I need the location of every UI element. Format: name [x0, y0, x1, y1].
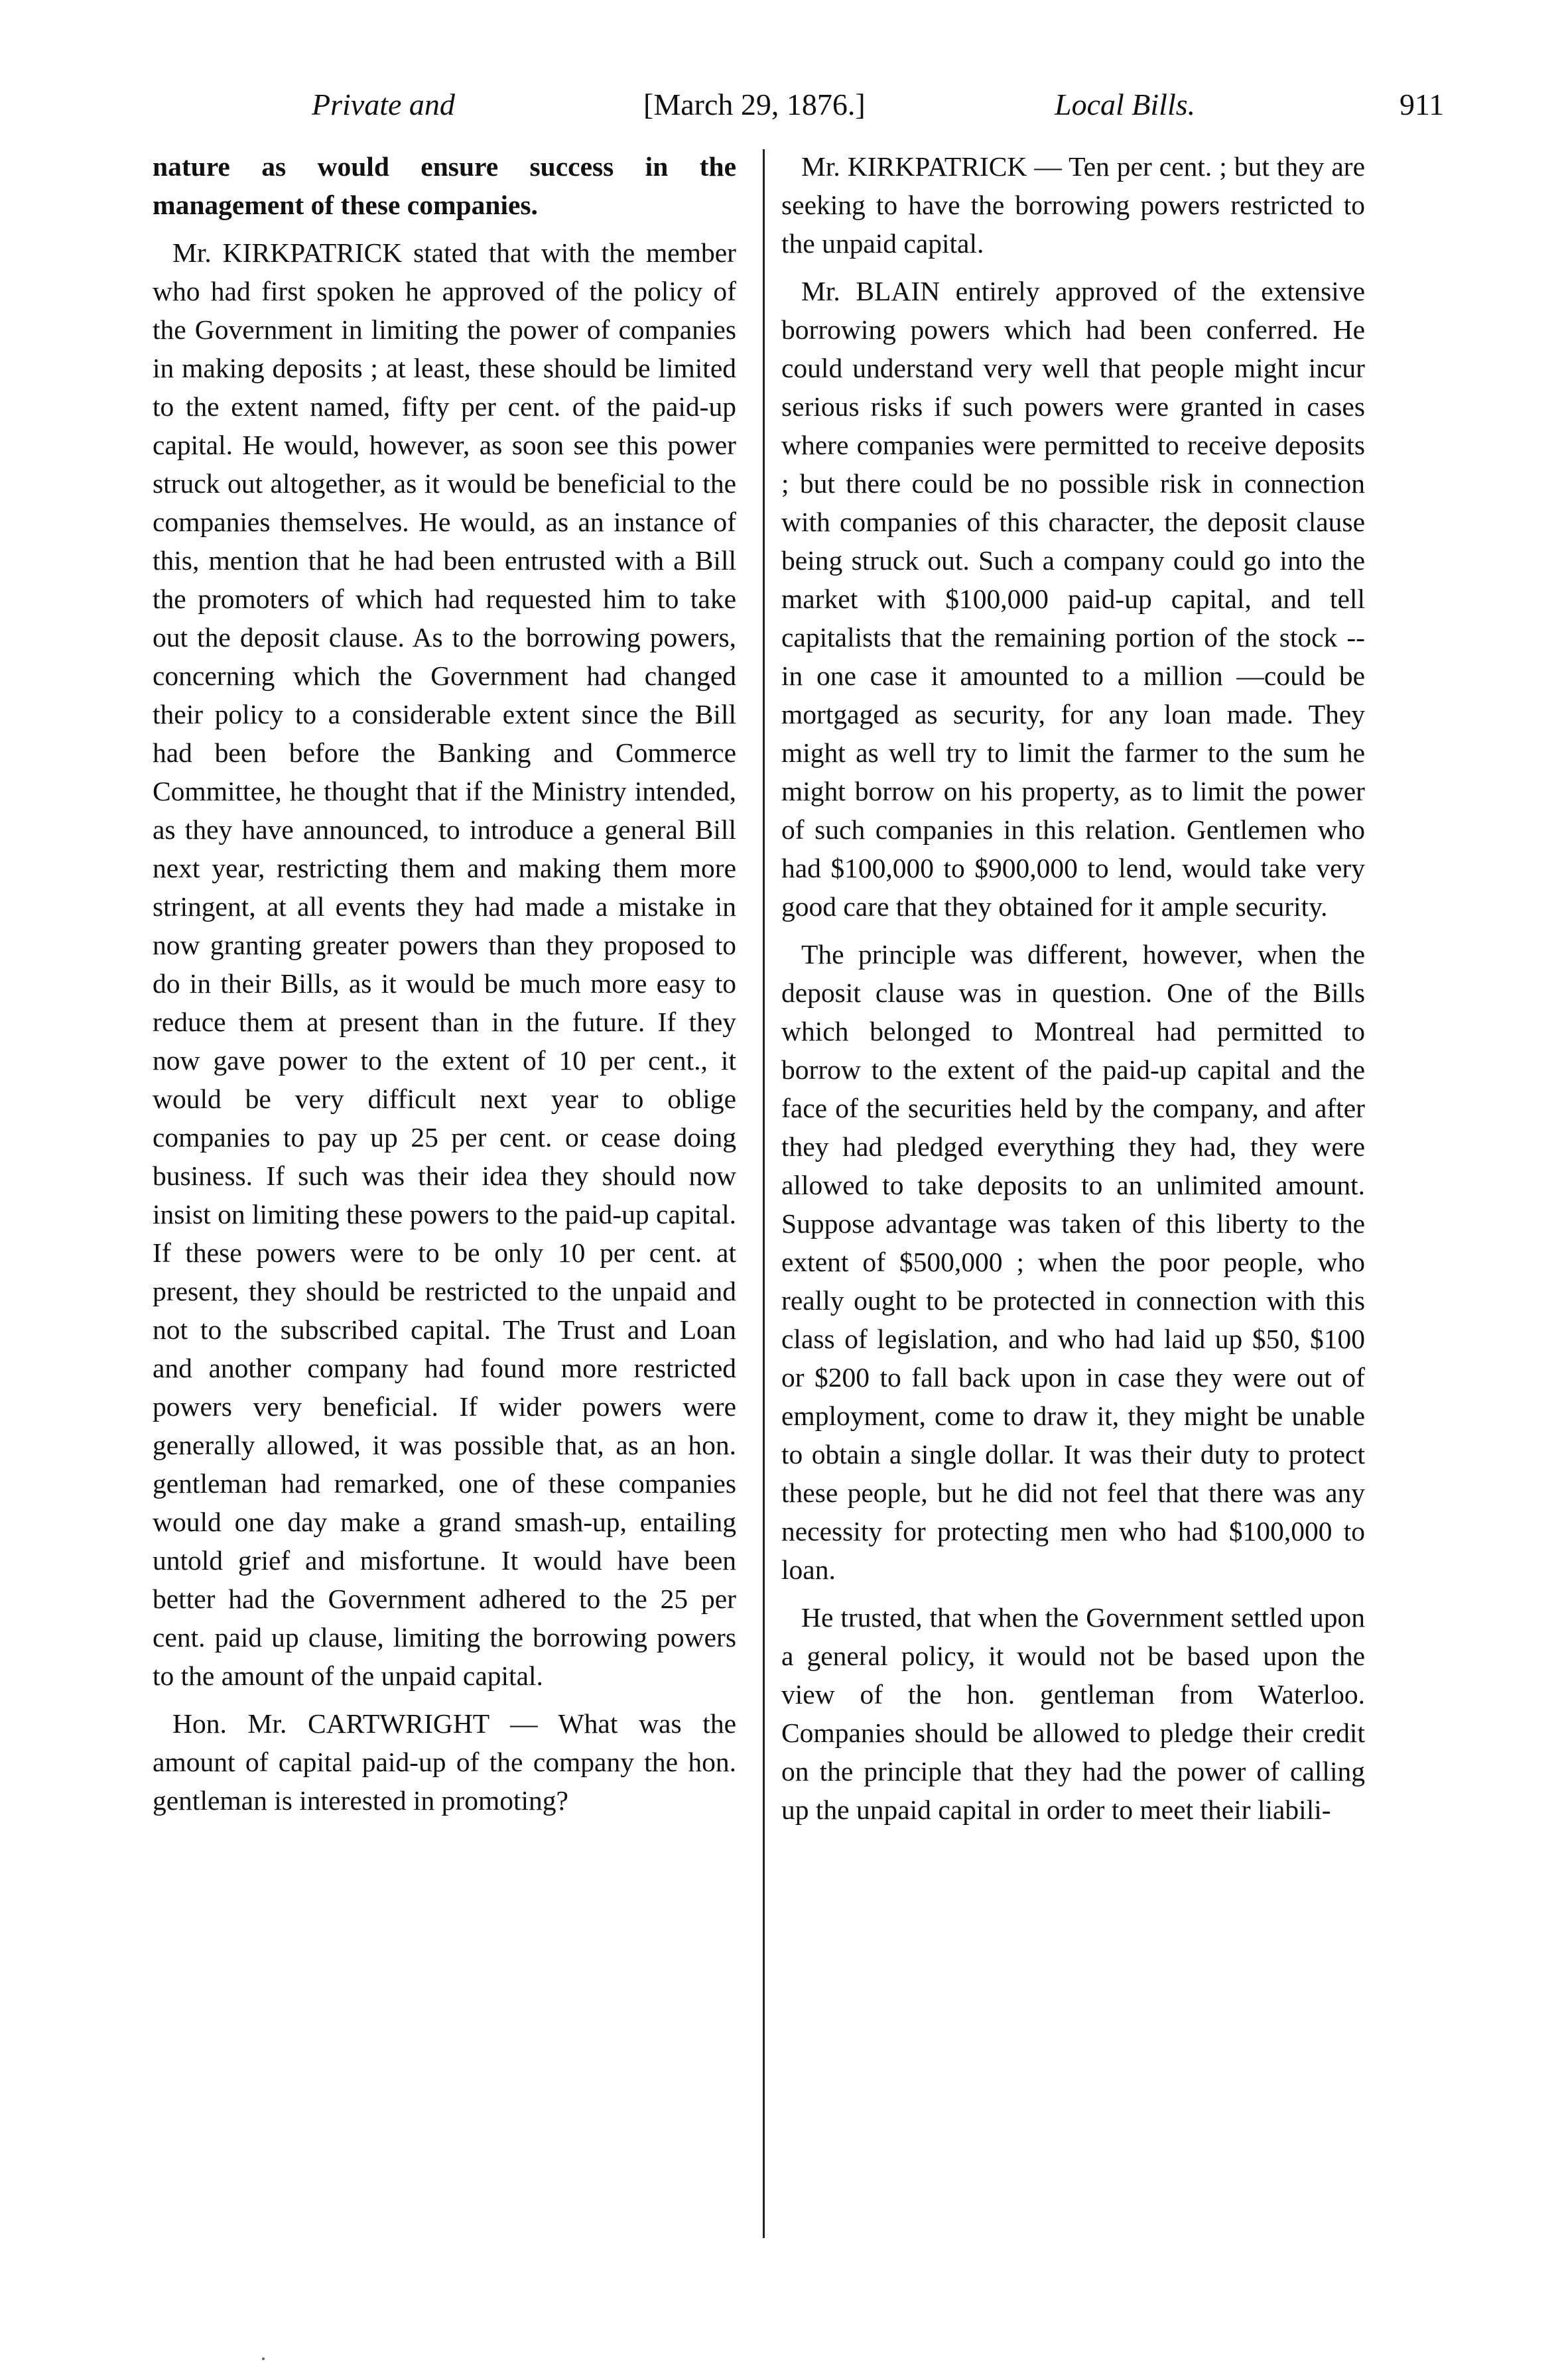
header-left-title: Private and — [312, 88, 455, 121]
paragraph: Mr. BLAIN entirely approved of the extensive borrowing powers which had been conferred. He could understand very well that people might incur serious risks if such powers were granted in cases where companies were permitted to receive deposits ; but there could be no possible risk in connection with companies of this character, the deposit clause being struck out. Such a company could go into the market with $100,000 paid-up capital, and tell capitalists that the remaining portion of the stock --in one case it amounted to a million —could be mortgaged as security, for any loan made. They might as well try to limit the farmer to the sum he might borrow on his property, as to limit the power of such companies in this relation. Gentlemen who had $100,000 to $900,000 to lend, would take very good care that they obtained for it ample security. — [781, 276, 1365, 922]
paragraph: He trusted, that when the Government settled upon a general policy, it would not be based upon the view of the hon. gentleman from Waterloo. Companies should be allowed to pledge their credit on the principle that they had the power of calling up the unpaid capital in order to meet their liabili- — [781, 1602, 1365, 1825]
page-header — [153, 78, 1445, 131]
column-divider — [763, 149, 765, 2238]
paragraph: The principle was different, however, when the deposit clause was in question. One of the Bills which belonged to Montreal had permitted to borrow to the extent of the paid-up capital and the face of the securities held by the company, and after they had pledged everything they had, they were allowed to take deposits to an unlimited amount. Suppose advantage was taken of this liberty to the extent of $500,000 ; when the poor people, who really ought to be protected in connection with this class of legislation, and who had laid up $50, $100 or $200 to fall back upon in case they were out of employment, come to draw it, they might be unable to obtain a single dollar. It was their duty to protect these people, but he did not feel that there was any necessity for protecting men who had $100,000 to loan. — [781, 939, 1365, 1585]
header-right-title: Local Bills. — [1055, 88, 1196, 121]
print-speck — [262, 2357, 265, 2360]
paragraph: nature as would ensure success in the management of these companies. — [153, 151, 736, 220]
paragraph: Mr. KIRKPATRICK stated that with the member who had first spoken he approved of the policy of the Government in limiting the power of companies in making deposits ; at least, these should be limited to the extent named, fifty per cent. of the paid-up capital. He would, however, as soon see this power struck out altogether, as it would be beneficial to the companies themselves. He would, as an instance of this, mention that he had been entrusted with a Bill the promoters of which had requested him to take out the deposit clause. As to the borrowing powers, concerning which the Government had changed their policy to a considerable extent since the Bill had been before the Banking and Commerce Committee, he thought that if the Ministry intended, as they have announced, to introduce a general Bill next year, restricting them and making them more stringent, at all events they had made a mistake in now granting greater powers than they proposed to do in their Bills, as it would be much more easy to reduce them at present than in the future. If they now gave power to the extent of 10 per cent., it would be very difficult next year to oblige companies to pay up 25 per cent. or cease doing business. If such was their idea they should now insist on limiting these powers to the paid-up capital. If these powers were to be only 10 per cent. at present, they should be restricted to the unpaid and not to the subscribed capital. The Trust and Loan and another company had found more restricted powers very beneficial. If wider powers were generally allowed, it was possible that, as an hon. gentleman had remarked, one of these companies would one day make a grand smash-up, entailing untold grief and misfortune. It would have been better had the Government adhered to the 25 per cent. paid up clause, limiting the borrowing powers to the amount of the unpaid capital. — [153, 237, 736, 1691]
page-number: 911 — [1399, 88, 1445, 121]
paragraph: Hon. Mr. CARTWRIGHT — What was the amount of capital paid-up of the company the hon. gentleman is interested in promoting? — [153, 1708, 736, 1816]
header-date: [March 29, 1876.] — [643, 88, 866, 121]
left-column — [153, 147, 736, 2256]
right-column — [781, 147, 1365, 2256]
paragraph: Mr. KIRKPATRICK — Ten per cent. ; but they are seeking to have the borrowing powers restricted to the unpaid capital. — [781, 151, 1365, 259]
